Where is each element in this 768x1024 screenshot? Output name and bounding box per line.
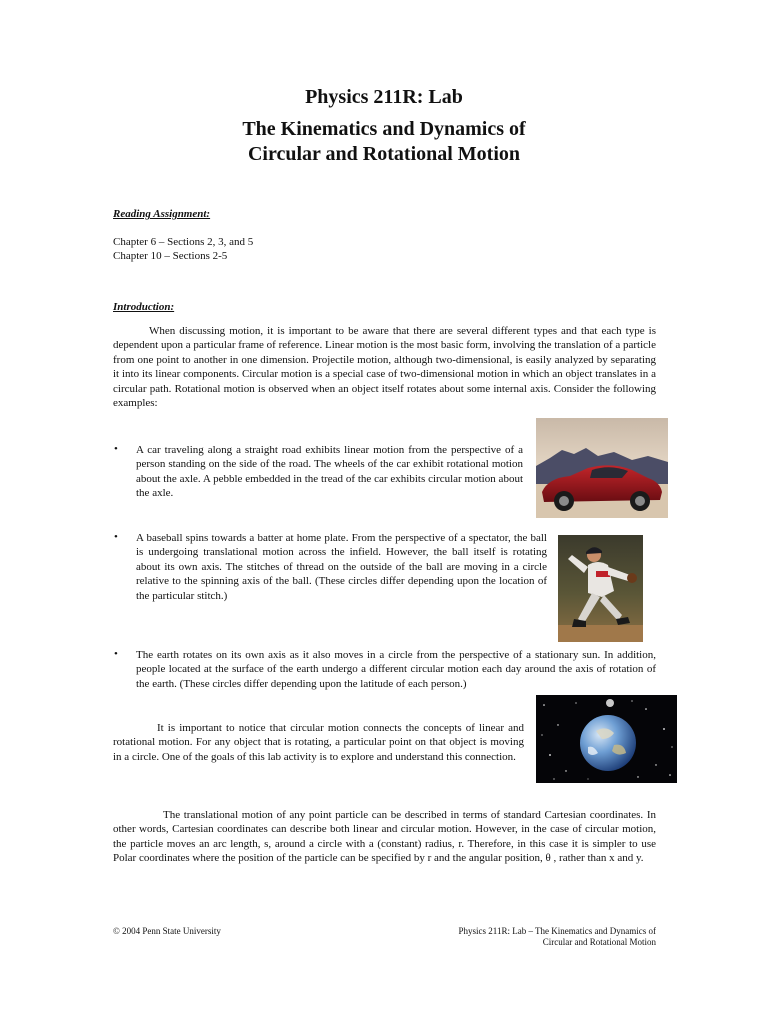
earth-in-space-photo xyxy=(536,695,677,783)
reading-item-2: Chapter 10 – Sections 2-5 xyxy=(113,250,228,262)
bullet-marker: • xyxy=(114,648,118,660)
footer-copyright: © 2004 Penn State University xyxy=(113,926,221,936)
footer-course-title-line-2: Circular and Rotational Motion xyxy=(542,937,656,947)
title-line-3: Circular and Rotational Motion xyxy=(247,143,521,165)
title-line-1: Physics 211R: Lab xyxy=(305,86,463,108)
bullet-car-text: A car traveling along a straight road exhibits linear motion from the perspective of a person standing on the side of the road. The wheels of the car exhibit rotational motion about the axle. A pebble embedded in the tread of the car exhibits circular motion about the axle. xyxy=(136,444,523,500)
title-line-2: The Kinematics and Dynamics of xyxy=(242,118,526,140)
baseball-pitcher-photo xyxy=(558,535,643,642)
connection-paragraph: It is important to notice that circular motion connects the concepts of linear and rotational motion. For any object that is rotating, a particular point on that object is moving in a circle. One of the goals of this lab activity is to explore and understand this connection. xyxy=(113,722,524,763)
car-photo xyxy=(536,418,668,518)
footer-course-title-line-1: Physics 211R: Lab – The Kinematics and Dynamics of xyxy=(458,926,656,936)
introduction-heading: Introduction: xyxy=(113,301,175,313)
bullet-marker: • xyxy=(114,443,118,455)
bullet-earth-text: The earth rotates on its own axis as it also moves in a circle from the perspective of a stationary sun. In addition, people located at the surface of the earth undergo a different circular motion each day around the axis of rotation of the earth. (These circles differ depending upon the latitude of each person.) xyxy=(136,649,656,690)
reading-item-1: Chapter 6 – Sections 2, 3, and 5 xyxy=(113,236,254,248)
bullet-marker: • xyxy=(114,531,118,543)
bullet-baseball-text: A baseball spins towards a batter at home plate. From the perspective of a spectator, the ball is undergoing translational motion across the infield. However, the ball itself is rotating about its own axis. The stitches of thread on the outside of the ball are moving in a circle relative to the spinning axis of the ball. (These circles differ depending upon the location of the particular stitch.) xyxy=(136,532,547,602)
polar-coordinates-paragraph: The translational motion of any point particle can be described in terms of standard Cartesian coordinates. In other words, Cartesian coordinates can describe both linear and circular motion. However, in the case of circular motion, the particle moves an arc length, s, around a circle with a (constant) radius, r. Therefore, in this case it is simpler to use Polar coordinates where the position of the particle can be specified by r and the angular position, θ , rather than x and y. xyxy=(113,809,656,865)
introduction-paragraph: When discussing motion, it is important to be aware that there are several different types and that each type is dependent upon a particular frame of reference. Linear motion is the most basic form, involving the translation of a particle from one point to another in one dimension. Projectile motion, although two-dimensional, is easily analyzed by separating it into its linear components. Circular motion is a special case of two-dimensional motion in which an object translates in a circular path. Rotational motion is observed when an object itself rotates about some internal axis. Consider the following examples: xyxy=(113,325,656,410)
reading-assignment-heading: Reading Assignment: xyxy=(113,208,211,220)
